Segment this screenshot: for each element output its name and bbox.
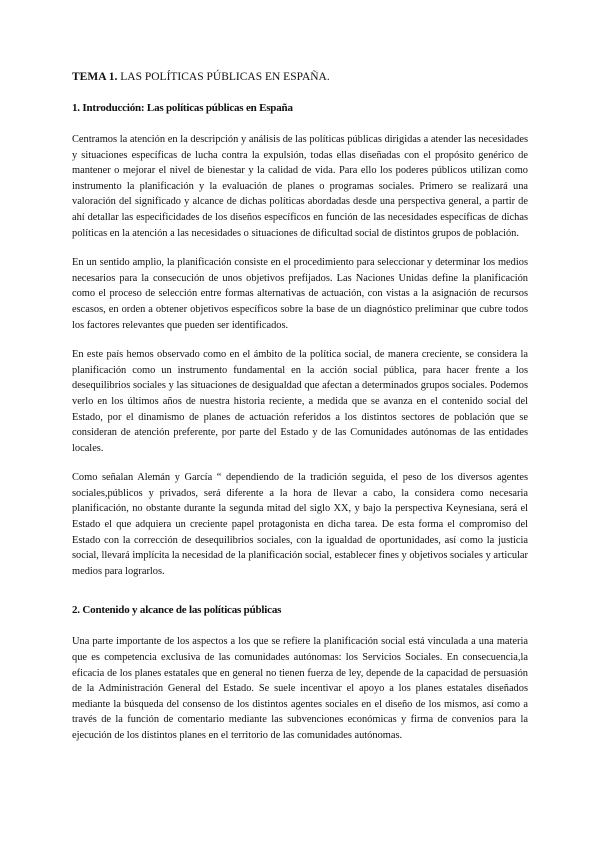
section-spacer bbox=[72, 593, 528, 603]
paragraph: En un sentido amplio, la planificación consiste en el procedimiento para seleccionar y determinar los medios necesarios para la consecución de unos objetivos prefijados. Las Naciones Unidas define la planificación como el proceso de selección entre formas alternativas de actuación, con vistas a la asignación de recursos escasos, en orden a obtener objetivos específicos sobre la base de un diagnóstico preliminar que cubre todos los factores relevantes que pueden ser identificados. bbox=[72, 257, 528, 331]
paragraph: En este país hemos observado como en el ámbito de la política social, de manera creciente, se considera la planificación como un instrumento fundamental en la acción social pública, para hacer frente a los desequilibrios sociales y las situaciones de desigualdad que afectan a determinados grupos sociales. Podemos verlo en los últimos años de nuestra historia reciente, a medida que se avanza en el contenido social del Estado, por el dinamismo de planes de actuación referidos a los distintos sectores de población que se consideran de atención preferente, por parte del Estado y de las Comunidades autónomas de las entidades locales. bbox=[72, 349, 528, 454]
page-content bbox=[72, 70, 528, 758]
document-title bbox=[72, 70, 528, 85]
section-heading: 2. Contenido y alcance de las políticas públicas bbox=[72, 604, 282, 617]
paragraph: Como señalan Alemán y García “ dependiendo de la tradición seguida, el peso de los diversos agentes sociales,públicos y privados, será diferente a la hora de llevar a cabo, la considera como necesaria planificación, no obstante durante la segunda mitad del siglo XX, y bajo la perspectiva Keynesiana, será el Estado el que adquiera un creciente papel protagonista en dicha tarea. De esta forma el compromiso del Estado con la corrección de desequilibrios sociales, con la igualdad de oportunidades, así como la justicia social, llevará implícita la necesidad de la planificación social, establecer fines y objetivos sociales y articular medios para lograrlos. bbox=[72, 472, 528, 577]
paragraph: Una parte importante de los aspectos a los que se refiere la planificación social está vinculada a una materia que es competencia exclusiva de las comunidades autónomas: los Servicios Sociales. En consecuencia,la eficacia de los planes estatales que en general no tienen fuerza de ley, depende de la capacidad de persuasión de la Administración General del Estado. Se suele incentivar el apoyo a los planes estatales diseñados mediante la búsqueda del consenso de los distintos agentes sociales en el diseño de los mismos, así como a través de la función de comentario mediante las subvenciones económicas y firma de convenios para la ejecución de los distintos planes en el territorio de las comunidades autónomas. bbox=[72, 636, 528, 741]
section-heading: 1. Introducción: Las políticas públicas en España bbox=[72, 102, 293, 114]
tema-title: LAS POLÍTICAS PÚBLICAS EN ESPAÑA. bbox=[117, 71, 330, 83]
tema-label: TEMA 1. bbox=[72, 71, 118, 83]
paragraph: Centramos la atención en la descripción y análisis de las políticas públicas dirigidas a atender las necesidades y situaciones específicas de lucha contra la expulsión, todas ellas diseñadas con el propósito genérico de mantener o mejorar el nivel de bienestar y la calidad de vida. Para ello los poderes públicos utilizan como instrumento la planificación y la evaluación de planes o programas sociales. Primero se realizará una valoración del significado y alcance de dichas políticas abordadas desde una perspectiva general, a partir de ahí detallar las especificidades de los diseños específicos en función de las necesidades específicas de dichas políticas en la atención a las necesidades o situaciones de dificultad social de distintos grupos de población. bbox=[72, 134, 528, 239]
